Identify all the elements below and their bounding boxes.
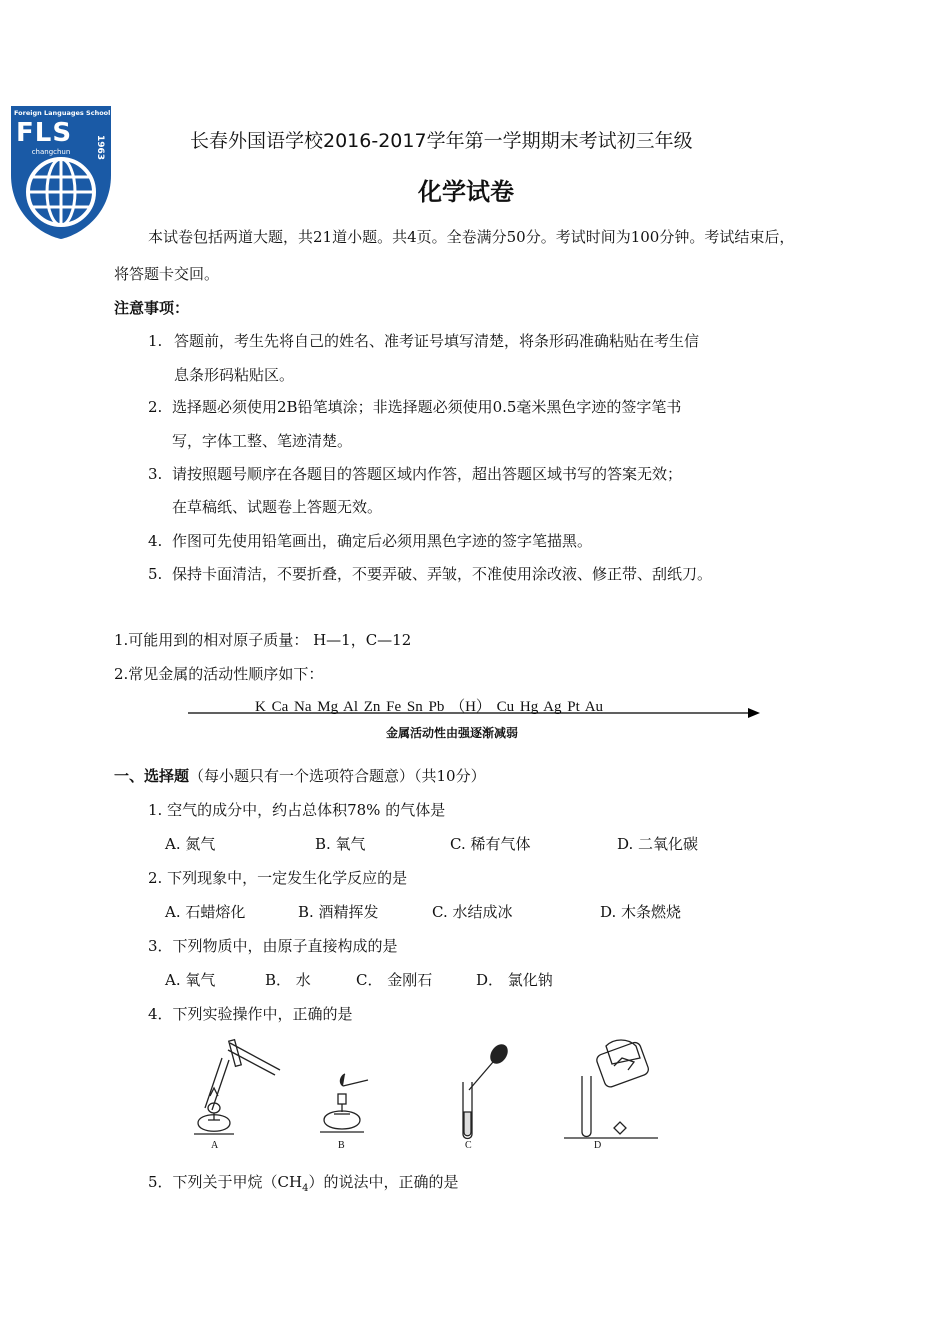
figure-a-heating-tube — [190, 1038, 285, 1138]
question-1-option-b: B. 氧气 — [315, 835, 366, 853]
question-1-option-c: C. 稀有气体 — [450, 835, 531, 853]
notice-item-1-line1: 答题前，考生先将自己的姓名、准考证号填写清楚，将条形码准确粘贴在考生信 — [174, 332, 700, 350]
figure-c-dropper — [455, 1042, 515, 1140]
notice-item-3-line2: 在草稿纸、试题卷上答题无效。 — [172, 498, 383, 516]
notice-item-2-num: 2. — [148, 398, 163, 416]
notice-heading: 注意事项： — [114, 299, 190, 317]
intro-line-2: 将答题卡交回。 — [114, 265, 220, 283]
notice-item-3-num: 3. — [148, 465, 163, 483]
atomic-mass-info: 1.可能用到的相对原子质量： H—1，C—12 — [114, 631, 412, 649]
section-1-note: （每小题只有一个选项符合题意）（共10分） — [189, 767, 486, 785]
notice-item-2-line2: 写，字体工整、笔迹清楚。 — [172, 432, 353, 450]
figure-c-label: C — [465, 1140, 472, 1151]
question-5-subscript: 4 — [302, 1183, 309, 1194]
notice-item-4-line1: 作图可先使用铅笔画出，确定后必须用黑色字迹的签字笔描黑。 — [172, 532, 593, 550]
activity-series-intro: 2.常见金属的活动性顺序如下： — [114, 665, 324, 683]
figure-b-lighting-lamp — [318, 1072, 378, 1140]
figure-a-label: A — [211, 1140, 219, 1151]
notice-item-5-line1: 保持卡面清洁，不要折叠，不要弄破、弄皱，不准使用涂改液、修正带、刮纸刀。 — [172, 565, 713, 583]
notice-item-1-line2: 息条形码粘贴区。 — [174, 366, 295, 384]
question-5-stem — [148, 1173, 459, 1198]
question-3-stem: 3．下列物质中，由原子直接构成的是 — [148, 937, 398, 955]
activity-series-caption: 金属活动性由强逐渐减弱 — [386, 726, 519, 740]
question-3-option-c: C． 金刚石 — [356, 971, 433, 989]
question-2-option-d: D. 木条燃烧 — [600, 903, 682, 921]
logo-abbr: FLS — [16, 118, 73, 148]
notice-item-3-line1: 请按照题号顺序在各题目的答题区域内作答，超出答题区域书写的答案无效； — [172, 465, 683, 483]
question-3-option-d: D． 氯化钠 — [476, 971, 553, 989]
logo-city: changchun — [31, 148, 71, 156]
section-1-heading — [114, 767, 486, 785]
school-logo — [10, 105, 112, 240]
logo-year: 1963 — [95, 135, 105, 161]
notice-item-4-num: 4. — [148, 532, 163, 550]
section-1-label: 一、选择题 — [114, 767, 190, 785]
exam-subtitle: 化学试卷 — [418, 178, 514, 206]
figure-d-pouring-liquid — [562, 1036, 660, 1140]
question-4-stem: 4．下列实验操作中，正确的是 — [148, 1005, 353, 1023]
question-2-option-a: A. 石蜡熔化 — [165, 903, 246, 921]
notice-item-2-line1: 选择题必须使用2B铅笔填涂；非选择题必须使用0.5毫米黑色字迹的签字笔书 — [172, 398, 682, 416]
logo-school-text: Foreign Languages School — [14, 109, 111, 117]
figure-b-label: B — [338, 1140, 345, 1151]
notice-item-5-num: 5. — [148, 565, 163, 583]
question-1-stem: 1. 空气的成分中，约占总体积78% 的气体是 — [148, 801, 446, 819]
figure-d-label: D — [594, 1140, 602, 1151]
question-3-option-b: B． 水 — [265, 971, 311, 989]
metal-activity-series: K Ca Na Mg Al Zn Fe Sn Pb （H） Cu Hg Ag Pt Au — [255, 699, 604, 715]
exam-title: 长春外国语学校2016-2017学年第一学期期末考试初三年级 — [190, 130, 693, 152]
question-2-stem: 2. 下列现象中，一定发生化学反应的是 — [148, 869, 408, 887]
question-2-option-b: B. 酒精挥发 — [298, 903, 379, 921]
question-3-option-a: A. 氧气 — [165, 971, 216, 989]
question-2-option-c: C. 水结成冰 — [432, 903, 513, 921]
activity-arrow — [188, 706, 763, 720]
question-5-stem-post: ）的说法中，正确的是 — [308, 1173, 459, 1191]
question-1-option-d: D. 二氧化碳 — [617, 835, 699, 853]
intro-line-1: 本试卷包括两道大题，共21道小题。共4页。全卷满分50分。考试时间为100分钟。考试结束后， — [148, 228, 795, 246]
notice-item-1-num: 1. — [148, 332, 163, 350]
question-5-stem-pre: 5．下列关于甲烷（CH — [148, 1173, 303, 1191]
question-1-option-a: A. 氮气 — [165, 835, 216, 853]
